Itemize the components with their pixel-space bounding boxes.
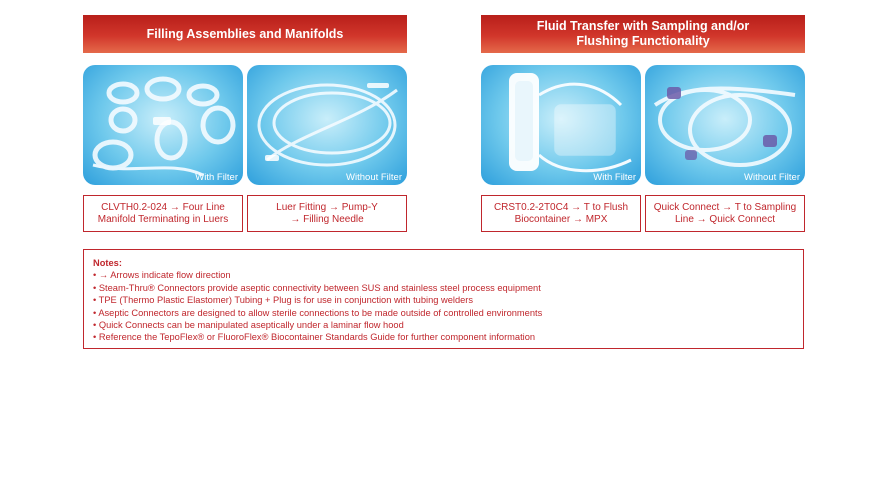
product-photo-filter-bag bbox=[481, 65, 641, 185]
section-header-filling bbox=[83, 15, 407, 53]
product-photo-manifold bbox=[83, 65, 243, 185]
photo-tag: With Filter bbox=[593, 172, 636, 183]
section-title-line1: Fluid Transfer with Sampling and/or bbox=[536, 19, 750, 33]
notes-title: Notes: bbox=[93, 258, 122, 268]
caption-line: Quick Connect → T to Sampling bbox=[653, 201, 797, 213]
caption-line: Manifold Terminating in Luers bbox=[97, 213, 229, 225]
caption-line: Luer Fitting → Pump-Y bbox=[276, 201, 378, 213]
photo-tag: With Filter bbox=[195, 172, 238, 183]
section-header-fluid-transfer bbox=[481, 15, 805, 53]
note-item: • Reference the TepoFlex® or FluoroFlex® Biocontainer Standards Guide for further component information bbox=[93, 332, 536, 343]
note-item: • Quick Connects can be manipulated aseptically under a laminar flow hood bbox=[93, 320, 404, 331]
quick-connect-illustration bbox=[645, 65, 805, 185]
product-caption bbox=[247, 195, 407, 232]
product-photo-quick-connect bbox=[645, 65, 805, 185]
product-caption bbox=[83, 195, 243, 232]
tubing-loop-illustration bbox=[247, 65, 407, 185]
section-title: Filling Assemblies and Manifolds bbox=[146, 26, 344, 41]
section-title-line2: Flushing Functionality bbox=[576, 34, 710, 48]
caption-line: → Filling Needle bbox=[290, 213, 364, 225]
note-item: • Steam-Thru® Connectors provide aseptic connectivity between SUS and stainless steel process equipment bbox=[93, 282, 541, 293]
product-caption bbox=[645, 195, 805, 232]
caption-line: CRST0.2-2T0C4 → T to Flush bbox=[493, 201, 629, 213]
photo-tag: Without Filter bbox=[744, 172, 800, 183]
coiled-tubing-illustration bbox=[83, 65, 243, 185]
notes-box bbox=[83, 249, 804, 349]
product-caption bbox=[481, 195, 641, 232]
note-item: • TPE (Thermo Plastic Elastomer) Tubing + Plug is for use in conjunction with tubing welders bbox=[93, 295, 474, 306]
note-item: • → Arrows indicate flow direction bbox=[93, 270, 231, 281]
photo-tag: Without Filter bbox=[346, 172, 402, 183]
caption-line: Biocontainer → MPX bbox=[514, 213, 608, 225]
note-item: • Aseptic Connectors are designed to allow sterile connections to be made outside of controlled environments bbox=[93, 307, 543, 318]
filter-biocontainer-illustration bbox=[481, 65, 641, 185]
caption-line: CLVTH0.2-024 → Four Line bbox=[101, 201, 225, 213]
product-photo-pump-y bbox=[247, 65, 407, 185]
caption-line: Line → Quick Connect bbox=[674, 213, 776, 225]
